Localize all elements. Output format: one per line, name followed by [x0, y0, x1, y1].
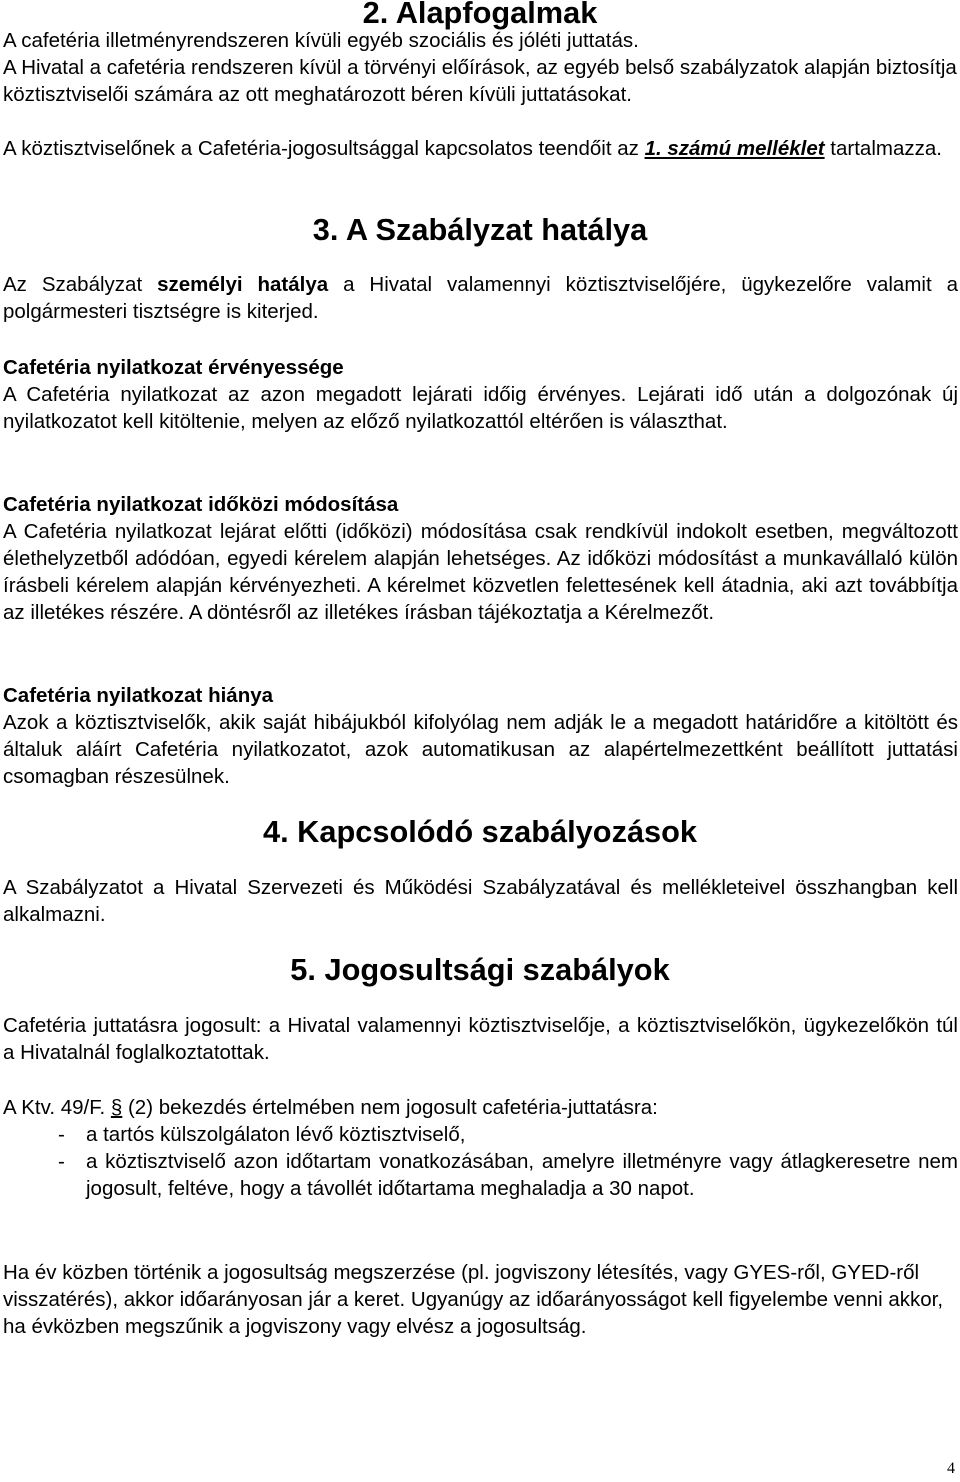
absence-text: Azok a köztisztviselők, akik saját hibájukból kifolyólag nem adják le a megadott határidőre a kitöltött és általuk aláírt Cafetéria nyilatkozatot, azok automatikusan az alapértelmezettként beállított juttatási csomagban részesülnek. — [3, 711, 958, 788]
section-2-paragraph-1: A cafetéria illetményrendszeren kívüli egyéb szociális és jóléti juttatás. — [3, 29, 639, 52]
section-2-paragraph-2: A Hivatal a cafetéria rendszeren kívül a törvényi előírások, az egyéb belső szabályzatok alapján biztosítja köztisztviselői számára az ott meghatározott béren kívüli juttatásokat. — [3, 56, 957, 106]
section-2-p3-text-before: A köztisztviselőnek a Cafetéria-jogosultsággal kapcsolatos teendőit az — [3, 137, 645, 160]
section-4-heading: 4. Kapcsolódó szabályozások — [262, 814, 698, 849]
list-item-text: a köztisztviselő azon időtartam vonatkozásában, amelyre illetményre vagy átlagkeresetre nem jogosult, feltéve, hogy a távollét időtartama meghaladja a 30 napot. — [86, 1150, 958, 1200]
dash-bullet: - — [58, 1150, 65, 1173]
dash-bullet: - — [58, 1123, 65, 1146]
section-2-paragraph-3 — [3, 135, 958, 162]
modification-subheading: Cafetéria nyilatkozat időközi módosítása — [3, 493, 399, 516]
ktv-reference-paragraph — [3, 1094, 958, 1121]
ktv-text-before: A Ktv. 49/F. — [3, 1096, 111, 1119]
section-3-scope-paragraph — [3, 271, 958, 325]
scope-text-before: Az Szabályzat — [3, 273, 158, 296]
absence-block — [3, 682, 958, 790]
modification-text: A Cafetéria nyilatkozat lejárat előtti (időközi) módosítása csak rendkívül indokolt esetben, megváltozott élethelyzetből adódóan, egyedi kérelem alapján lehetséges. Az időközi módosítást a munkavállaló külön írásbeli kérelem alapján kérvényezheti. A kérelmet közvetlen felettesének kell átadnia, aki azt továbbítja az illetékes részére. A döntésről az illetékes írásban tájékoztatja a Kérelmezőt. — [3, 520, 958, 624]
ktv-text-after: (2) bekezdés értelmében nem jogosult cafetéria-juttatásra: — [122, 1096, 658, 1119]
validity-subheading: Cafetéria nyilatkozat érvényessége — [3, 356, 344, 379]
section-2-p3-text-after: tartalmazza. — [824, 137, 942, 160]
section-5-final-paragraph: Ha év közben történik a jogosultság megszerzése (pl. jogviszony létesítés, vagy GYES-ről, GYED-ről visszatérés), akkor időarányosan jár a keret. Ugyanúgy az időarányosságot kell figyelembe venni akkor, ha évközben megszűnik a jogviszony vagy elvész a jogosultság. — [3, 1261, 944, 1338]
scope-text-after: a Hivatal valamennyi köztisztviselőjére, ügykezelőre valamit a polgármesteri tisztségre is kiterjed. — [3, 273, 958, 323]
exclusion-list — [3, 1121, 958, 1202]
validity-text: A Cafetéria nyilatkozat az azon megadott lejárati időig érvényes. Lejárati idő után a dolgozónak új nyilatkozatot kell kitöltenie, melyen az előző nyilatkozattól eltérően is választhat. — [3, 383, 958, 433]
section-4-paragraph: A Szabályzatot a Hivatal Szervezeti és Működési Szabályzatával és mellékleteivel összhangban kell alkalmazni. — [3, 876, 958, 926]
absence-subheading: Cafetéria nyilatkozat hiánya — [3, 684, 274, 707]
validity-block — [3, 354, 958, 435]
section-5-heading: 5. Jogosultsági szabályok — [290, 952, 670, 987]
section-5-paragraph-1: Cafetéria juttatásra jogosult: a Hivatal valamennyi köztisztviselője, a köztisztviselőkön, ügykezelőkön túl a Hivatalnál foglalkoztatottak. — [3, 1014, 958, 1064]
list-item — [3, 1121, 958, 1148]
modification-block — [3, 491, 958, 626]
section-3-heading: 3. A Szabályzat hatálya — [312, 212, 648, 247]
section-sign: § — [110, 1096, 123, 1119]
page-number: 4 — [947, 1460, 955, 1477]
list-item-text: a tartós külszolgálaton lévő köztisztviselő, — [86, 1123, 466, 1146]
scope-bold-term: személyi hatálya — [157, 273, 329, 296]
annex-1-link[interactable]: 1. számú melléklet — [644, 137, 825, 160]
list-item — [3, 1148, 958, 1202]
section-2-heading: 2. Alapfogalmak — [362, 0, 598, 30]
